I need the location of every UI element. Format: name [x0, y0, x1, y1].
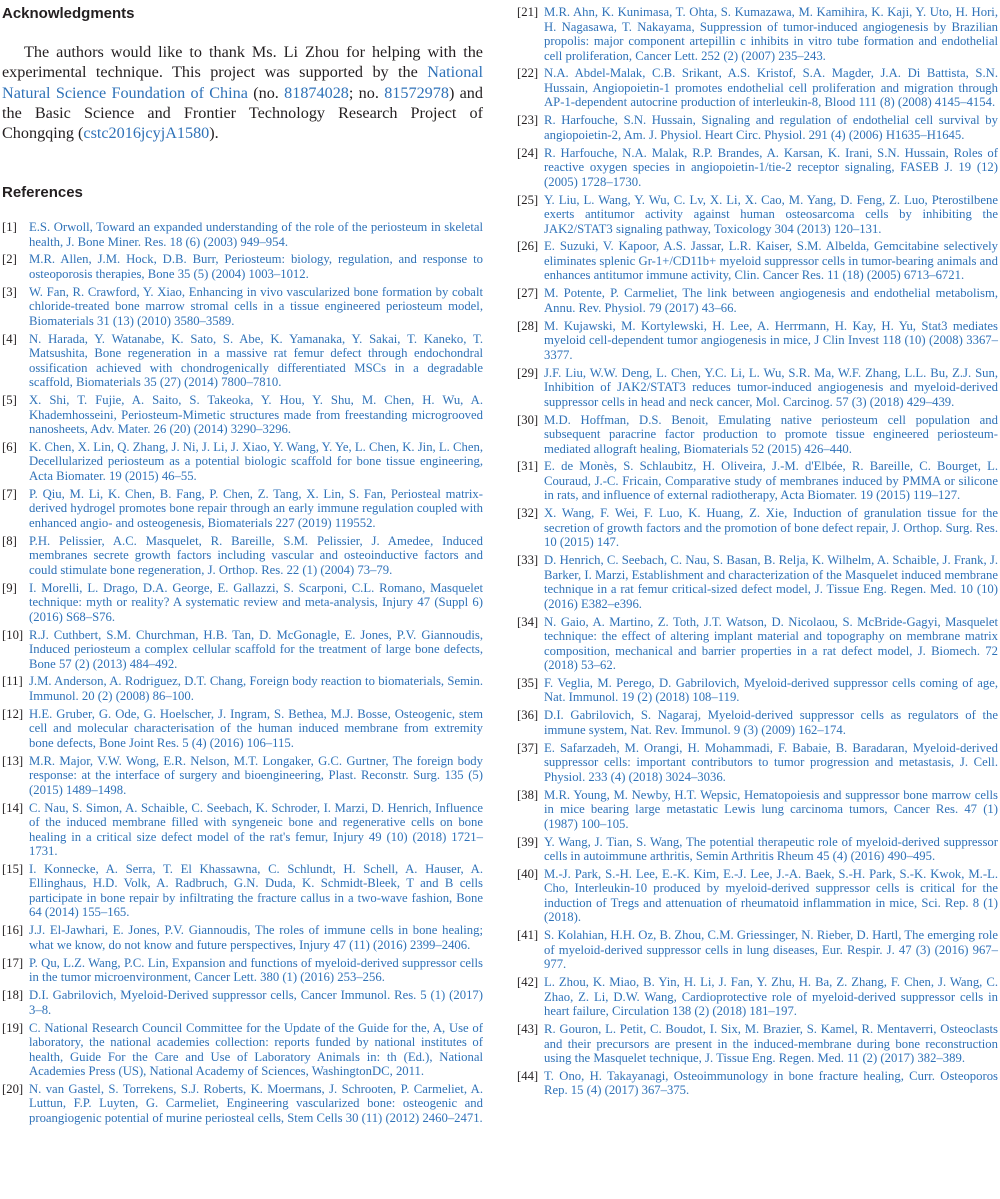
- reference-number: [24]: [517, 145, 539, 160]
- reference-item: [2, 988, 483, 1017]
- reference-number: [4]: [2, 331, 17, 346]
- reference-item: [2, 754, 483, 798]
- reference-number: [20]: [2, 1081, 24, 1096]
- references-heading: References: [2, 184, 83, 201]
- reference-link[interactable]: I. Konnecke, A. Serra, T. El Khassawna, C. Schlundt, H. Schell, A. Hauser, A. Ellinghaus, H.D. Volk, A. Radbruch, G.N. Duda, K. Schmidt-Bleek, T and B cells participate in bone repair by infiltrating the fracture callus in a two-wave fashion, Bone 64 (2014) 155–165.: [29, 861, 483, 920]
- reference-item: [517, 506, 998, 550]
- reference-link[interactable]: M. Potente, P. Carmeliet, The link between angiogenesis and endothelial metabolism, Annu. Rev. Physiol. 79 (2017) 43–66.: [544, 286, 998, 315]
- reference-item: [517, 741, 998, 785]
- reference-number: [39]: [517, 834, 539, 849]
- reference-number: [36]: [517, 708, 539, 723]
- reference-number: [33]: [517, 553, 539, 568]
- reference-link[interactable]: D.I. Gabrilovich, Myeloid-Derived suppressor cells, Cancer Immunol. Res. 5 (1) (2017) 3–8.: [29, 988, 483, 1017]
- reference-link[interactable]: C. Nau, S. Simon, A. Schaible, C. Seebach, K. Schroder, I. Marzi, D. Henrich, Influence of the induced membrane filled with syngeneic bone and regenerative cells on bone healing in a critical size defect model of the rat's femur, Injury 49 (10) (2018) 1721–1731.: [29, 800, 483, 859]
- reference-number: [21]: [517, 5, 539, 19]
- reference-item: [517, 553, 998, 611]
- reference-link[interactable]: D.I. Gabrilovich, S. Nagaraj, Myeloid-derived suppressor cells as regulators of the immune system, Nat. Rev. Immunol. 9 (3) (2009) 162–174.: [544, 708, 998, 737]
- ack-text-no2: ; no.: [348, 83, 385, 102]
- reference-number: [7]: [2, 486, 17, 501]
- reference-link[interactable]: I. Morelli, L. Drago, D.A. George, E. Gallazzi, S. Scarponi, C.L. Romano, Masquelet technique: myth or reality? A systematic review and meta-analysis, Injury 47 (Suppl 6) (2016) S68–S76.: [29, 580, 483, 624]
- reference-item: [517, 146, 998, 190]
- reference-item: [517, 867, 998, 925]
- reference-link[interactable]: M.-J. Park, S.-H. Lee, E.-K. Kim, E.-J. Lee, J.-A. Baek, S.-H. Park, S.-K. Kwok, M.-L. Cho, Interleukin-10 produced by myeloid-derived suppressor cells is critical for the induction of Tregs and attenuation of rheumatoid inflammation in mice, Sci. Rep. 8 (1) (2018).: [544, 866, 998, 925]
- reference-item: [517, 835, 998, 864]
- reference-item: [517, 788, 998, 832]
- reference-link[interactable]: P. Qiu, M. Li, K. Chen, B. Fang, P. Chen, Z. Tang, X. Lin, S. Fan, Periosteal matrix-derived hydrogel promotes bone repair through an early immune regulation coupled with enhanced angio- and osteogenesis, Biomaterials 227 (2019) 119552.: [29, 486, 483, 530]
- reference-number: [3]: [2, 284, 17, 299]
- reference-number: [32]: [517, 506, 539, 521]
- reference-item: [517, 319, 998, 363]
- reference-number: [43]: [517, 1022, 539, 1037]
- reference-number: [18]: [2, 988, 24, 1003]
- reference-number: [13]: [2, 753, 24, 768]
- reference-item: [2, 393, 483, 437]
- reference-link[interactable]: R. Gouron, L. Petit, C. Boudot, I. Six, M. Brazier, S. Kamel, R. Mentaverri, Osteoclasts and their precursors are present in the induced-membrane during bone reconstruction using the Masquelet technique, J. Tissue Eng. Regen. Med. 11 (2) (2017) 382–389.: [544, 1022, 998, 1066]
- reference-number: [15]: [2, 861, 24, 876]
- reference-item: [2, 252, 483, 281]
- reference-item: [2, 1021, 483, 1079]
- reference-link[interactable]: N. Gaio, A. Martino, Z. Toth, J.T. Watson, D. Nicolaou, S. McBride-Gagyi, Masquelet technique: the effect of altering implant material and topography on membrane matrix composition, mechanical and barrier properties in a rat defect model, J. Biomech. 72 (2018) 53–62.: [544, 614, 998, 673]
- acknowledgments-text: [2, 42, 483, 143]
- reference-item: [517, 459, 998, 503]
- reference-number: [40]: [517, 866, 539, 881]
- reference-link[interactable]: Y. Wang, J. Tian, S. Wang, The potential therapeutic role of myeloid-derived suppressor cells in autoimmune arthritis, Semin Arthritis Rheum 45 (4) (2016) 490–495.: [544, 834, 998, 864]
- reference-number: [38]: [517, 787, 539, 802]
- reference-number: [25]: [517, 192, 539, 207]
- reference-number: [5]: [2, 393, 17, 408]
- reference-item: [2, 285, 483, 329]
- reference-item: [2, 1082, 483, 1126]
- reference-item: [517, 113, 998, 142]
- grant-link-2[interactable]: 81572978: [384, 83, 449, 102]
- reference-item: [517, 286, 998, 315]
- reference-item: [517, 193, 998, 237]
- reference-link[interactable]: Y. Liu, L. Wang, Y. Wu, C. Lv, X. Li, X. Cao, M. Yang, D. Feng, Z. Luo, Pterostilbene exerts antitumor activity against human osteosarcoma cells by inhibiting the JAK2/STAT3 signaling pathway, Toxicology 304 (2013) 120–131.: [544, 192, 998, 236]
- reference-link[interactable]: N.A. Abdel-Malak, C.B. Srikant, A.S. Kristof, S.A. Magder, J.A. Di Battista, S.N. Hussain, Angiopoietin-1 promotes endothelial cell proliferation and migration through AP-1-dependent autocrine production of interleukin-8, Blood 111 (8) (2008) 4145–4154.: [544, 66, 998, 110]
- reference-number: [11]: [2, 674, 23, 689]
- reference-link[interactable]: M.R. Ahn, K. Kunimasa, T. Ohta, S. Kumazawa, M. Kamihira, K. Kaji, Y. Uto, H. Hori, H. Nagasawa, T. Nakayama, Suppression of tumor-induced angiogenesis by Brazilian propolis: major component artepillin c inhibits in vitro tube formation and endothelial cell proliferation, Cancer Lett. 252 (2) (2007) 235–243.: [544, 5, 998, 63]
- reference-number: [19]: [2, 1020, 24, 1035]
- reference-item: [2, 487, 483, 531]
- reference-number: [14]: [2, 800, 24, 815]
- reference-link[interactable]: N. Harada, Y. Watanabe, K. Sato, S. Abe, K. Yamanaka, Y. Sakai, T. Kaneko, T. Matsushita, Bone regeneration in a massive rat femur defect through endochondral ossification achieved with chondrogenically differentiated MSCs in a degradable scaffold, Biomaterials 35 (27) (2014) 7800–7810.: [29, 331, 483, 390]
- reference-link[interactable]: M.R. Allen, J.M. Hock, D.B. Burr, Periosteum: biology, regulation, and response to osteoporosis therapies, Bone 35 (5) (2004) 1003–1012.: [29, 252, 483, 281]
- reference-number: [2]: [2, 252, 17, 267]
- reference-number: [28]: [517, 318, 539, 333]
- reference-item: [517, 1069, 998, 1098]
- ack-text-mid: ) and the Basic Science and Frontier Technology Research Project of Chongqing (: [2, 83, 483, 143]
- reference-item: [2, 707, 483, 751]
- reference-item: [517, 5, 998, 63]
- reference-link[interactable]: L. Zhou, K. Miao, B. Yin, H. Li, J. Fan, Y. Zhu, H. Ba, Z. Zhang, F. Chen, J. Wang, C. Zhao, Z. Li, D.W. Wang, Cardioprotective role of myeloid-derived suppressor cells in heart failure, Circulation 138 (2) (2018) 181–197.: [544, 975, 998, 1019]
- reference-item: [517, 239, 998, 283]
- reference-list-left: [2, 220, 483, 1129]
- reference-item: [517, 366, 998, 410]
- reference-item: [2, 956, 483, 985]
- reference-item: [2, 581, 483, 625]
- reference-item: [2, 332, 483, 390]
- reference-link[interactable]: E.S. Orwoll, Toward an expanded understanding of the role of the periosteum in skeletal health, J. Bone Miner. Res. 18 (6) (2003) 949–954.: [29, 220, 483, 249]
- reference-link[interactable]: R. Harfouche, N.A. Malak, R.P. Brandes, A. Karsan, K. Irani, S.N. Hussain, Roles of reactive oxygen species in angiopoietin-1/tie-2 receptor signaling, FASEB J. 19 (12) (2005) 1728–1730.: [544, 145, 998, 189]
- reference-link[interactable]: X. Shi, T. Fujie, A. Saito, S. Takeoka, Y. Hou, Y. Shu, M. Chen, H. Wu, A. Khademhosseini, Periosteum-Mimetic structures made from freestanding microgrooved nanosheets, Adv. Mater. 26 (20) (2014) 3290–3296.: [29, 393, 483, 437]
- reference-number: [12]: [2, 706, 24, 721]
- reference-link[interactable]: R.J. Cuthbert, S.M. Churchman, H.B. Tan, D. McGonagle, E. Jones, P.V. Giannoudis, Induced periosteum a complex cellular scaffold for the treatment of large bone defects, Bone 57 (2) (2013) 484–492.: [29, 627, 483, 671]
- reference-number: [26]: [517, 239, 539, 254]
- reference-link[interactable]: M.R. Major, V.W. Wong, E.R. Nelson, M.T. Longaker, G.C. Gurtner, The foreign body response: at the interface of surgery and bioengineering, Plast. Reconstr. Surg. 135 (5) (2015) 1489–1498.: [29, 753, 483, 797]
- reference-number: [35]: [517, 675, 539, 690]
- reference-number: [30]: [517, 412, 539, 427]
- reference-link[interactable]: M. Kujawski, M. Kortylewski, H. Lee, A. Herrmann, H. Kay, H. Yu, Stat3 mediates myeloid cell-dependent tumor angiogenesis in mice, J Clin Invest 118 (10) (2008) 3367–3377.: [544, 318, 998, 362]
- reference-number: [34]: [517, 614, 539, 629]
- reference-number: [29]: [517, 365, 539, 380]
- reference-link[interactable]: J.F. Liu, W.W. Deng, L. Chen, Y.C. Li, L. Wu, S.R. Ma, W.F. Zhang, L.L. Bu, Z.J. Sun, Inhibition of JAK2/STAT3 reduces tumor-induced angiogenesis and myeloid-derived suppressor cells in head and neck cancer, Mol. Carcinog. 57 (3) (2018) 429–439.: [544, 365, 998, 409]
- reference-item: [517, 413, 998, 457]
- ack-text-no1: (no.: [247, 83, 285, 102]
- reference-item: [517, 975, 998, 1019]
- reference-item: [2, 674, 483, 703]
- reference-item: [2, 923, 483, 952]
- reference-number: [1]: [2, 220, 17, 234]
- reference-link[interactable]: E. Suzuki, V. Kapoor, A.S. Jassar, L.R. Kaiser, S.M. Albelda, Gemcitabine selectively eliminates splenic Gr-1+/CD11b+ myeloid suppressor cells in tumor-bearing animals and enhances antitumor immune activity, Clin. Cancer Res. 11 (18) (2005) 6713–6721.: [544, 239, 998, 283]
- reference-item: [517, 1022, 998, 1066]
- grant-link-1[interactable]: 81874028: [284, 83, 349, 102]
- reference-link[interactable]: P.H. Pelissier, A.C. Masquelet, R. Bareille, S.M. Pelissier, J. Amedee, Induced membranes secrete growth factors including vascular and osteoinductive factors and could stimulate bone regeneration, J. Orthop. Res. 22 (1) (2004) 73–79.: [29, 533, 483, 577]
- reference-link[interactable]: K. Chen, X. Lin, Q. Zhang, J. Ni, J. Li, J. Xiao, Y. Wang, Y. Ye, L. Chen, K. Jin, L. Chen, Decellularized periosteum as a potential biologic scaffold for bone tissue engineering, Acta Biomater. 19 (2015) 46–55.: [29, 439, 483, 483]
- reference-item: [2, 440, 483, 484]
- reference-number: [17]: [2, 955, 24, 970]
- reference-link[interactable]: E. Safarzadeh, M. Orangi, H. Mohammadi, F. Babaie, B. Baradaran, Myeloid-derived suppressor cells: important contributors to tumor progression and metastasis, J. Cell. Physiol. 233 (4) (2018) 3024–3036.: [544, 740, 998, 784]
- reference-item: [517, 615, 998, 673]
- reference-number: [6]: [2, 439, 17, 454]
- reference-link[interactable]: P. Qu, L.Z. Wang, P.C. Lin, Expansion and functions of myeloid-derived suppressor cells in the tumor microenvironment, Cancer Lett. 380 (1) (2016) 253–256.: [29, 955, 483, 985]
- reference-number: [8]: [2, 533, 17, 548]
- reference-link[interactable]: S. Kolahian, H.H. Oz, B. Zhou, C.M. Griessinger, N. Rieber, D. Hartl, The emerging role of myeloid-derived suppressor cells in lung diseases, Eur. Respir. J. 47 (3) (2016) 967–977.: [544, 928, 998, 972]
- reference-item: [517, 928, 998, 972]
- reference-number: [42]: [517, 975, 539, 990]
- reference-link[interactable]: C. National Research Council Committee for the Update of the Guide for the, A, Use of laboratory, the national academies collection: reports funded by national institutes of health, Guide For the Care and Use of Laboratory Animals in: th (Ed.), National Academies Press (US), National Academy of Sciences, WashingtonDC, 2011.: [29, 1020, 483, 1079]
- reference-item: [2, 862, 483, 920]
- funding-foundation-link[interactable]: National Natural Science Foundation of China: [2, 63, 483, 102]
- reference-number: [23]: [517, 113, 539, 128]
- reference-item: [2, 801, 483, 859]
- reference-link[interactable]: W. Fan, R. Crawford, Y. Xiao, Enhancing in vivo vascularized bone formation by cobalt chloride-treated bone marrow stromal cells in a tissue engineered periosteum model, Biomaterials 31 (13) (2010) 3580–3589.: [29, 284, 483, 328]
- reference-link[interactable]: E. de Monès, S. Schlaubitz, H. Oliveira, J.-M. d'Elbée, R. Bareille, C. Bourget, L. Couraud, J.-C. Fricain, Comparative study of membranes induced by PMMA or silicone in rats, and influence of external radiotherapy, Acta Biomater. 19 (2015) 119–127.: [544, 459, 998, 503]
- grant-link-3[interactable]: cstc2016jcyjA1580: [83, 124, 210, 143]
- reference-link[interactable]: M.D. Hoffman, D.S. Benoit, Emulating native periosteum cell population and subsequent paracrine factor production to promote tissue engineered periosteum-mediated allograft healing, Biomaterials 52 (2015) 426–440.: [544, 412, 998, 456]
- reference-link[interactable]: N. van Gastel, S. Torrekens, S.J. Roberts, K. Moermans, J. Schrooten, P. Carmeliet, A. Luttun, F.P. Luyten, G. Carmeliet, Engineering vascularized bone: osteogenic and proangiogenic potential of murine periosteal cells, Stem Cells 30 (11) (2012) 2460–2471.: [29, 1081, 483, 1125]
- reference-list-right: [517, 5, 998, 1101]
- reference-link[interactable]: T. Ono, H. Takayanagi, Osteoimmunology in bone fracture healing, Curr. Osteoporos Rep. 15 (4) (2017) 367–375.: [544, 1068, 998, 1098]
- reference-number: [44]: [517, 1068, 539, 1083]
- reference-number: [41]: [517, 928, 539, 943]
- ack-text-before: The authors would like to thank Ms. Li Zhou for helping with the experimental technique. This project was supported by the: [2, 43, 483, 82]
- reference-item: [2, 628, 483, 672]
- reference-number: [10]: [2, 627, 24, 642]
- reference-number: [31]: [517, 459, 539, 474]
- reference-link[interactable]: F. Veglia, M. Perego, D. Gabrilovich, Myeloid-derived suppressor cells coming of age, Nat. Immunol. 19 (2) (2018) 108–119.: [544, 675, 998, 705]
- reference-number: [9]: [2, 580, 17, 595]
- reference-item: [2, 534, 483, 578]
- reference-item: [2, 220, 483, 249]
- reference-number: [27]: [517, 286, 539, 301]
- reference-link[interactable]: J.M. Anderson, A. Rodriguez, D.T. Chang, Foreign body reaction to biomaterials, Semin. Immunol. 20 (2) (2008) 86–100.: [29, 674, 483, 703]
- reference-link[interactable]: X. Wang, F. Wei, F. Luo, K. Huang, Z. Xie, Induction of granulation tissue for the secretion of growth factors and the promotion of bone defect repair, J. Orthop. Surg. Res. 10 (2015) 147.: [544, 506, 998, 550]
- reference-item: [517, 676, 998, 705]
- reference-number: [37]: [517, 740, 539, 755]
- reference-number: [22]: [517, 66, 539, 81]
- acknowledgments-heading: Acknowledgments: [2, 5, 135, 22]
- reference-item: [517, 66, 998, 110]
- reference-link[interactable]: J.J. El-Jawhari, E. Jones, P.V. Giannoudis, The roles of immune cells in bone healing; what we know, do not know and future perspectives, Injury 47 (11) (2016) 2399–2406.: [29, 923, 483, 952]
- reference-link[interactable]: H.E. Gruber, G. Ode, G. Hoelscher, J. Ingram, S. Bethea, M.J. Bosse, Osteogenic, stem cell and molecular characterisation of the human induced membrane from extremity bone defects, Bone Joint Res. 5 (4) (2016) 106–115.: [29, 706, 483, 750]
- reference-link[interactable]: R. Harfouche, S.N. Hussain, Signaling and regulation of endothelial cell survival by angiopoietin-2, Am. J. Physiol. Heart Circ. Physiol. 291 (4) (2006) H1635–H1645.: [544, 113, 998, 142]
- reference-number: [16]: [2, 923, 24, 938]
- reference-link[interactable]: D. Henrich, C. Seebach, C. Nau, S. Basan, B. Relja, K. Wilhelm, A. Schaible, J. Frank, J. Barker, I. Marzi, Establishment and characterization of the Masquelet induced membrane technique in a rat femur critical-sized defect model, J. Tissue Eng. Regen. Med. 10 (10) (2016) E382–e396.: [544, 553, 998, 611]
- reference-item: [517, 708, 998, 737]
- ack-text-end: ).: [209, 124, 219, 143]
- reference-link[interactable]: M.R. Young, M. Newby, H.T. Wepsic, Hematopoiesis and suppressor bone marrow cells in mice bearing large metastatic Lewis lung carcinoma tumors, Cancer Res. 47 (1) (1987) 100–105.: [544, 787, 998, 831]
